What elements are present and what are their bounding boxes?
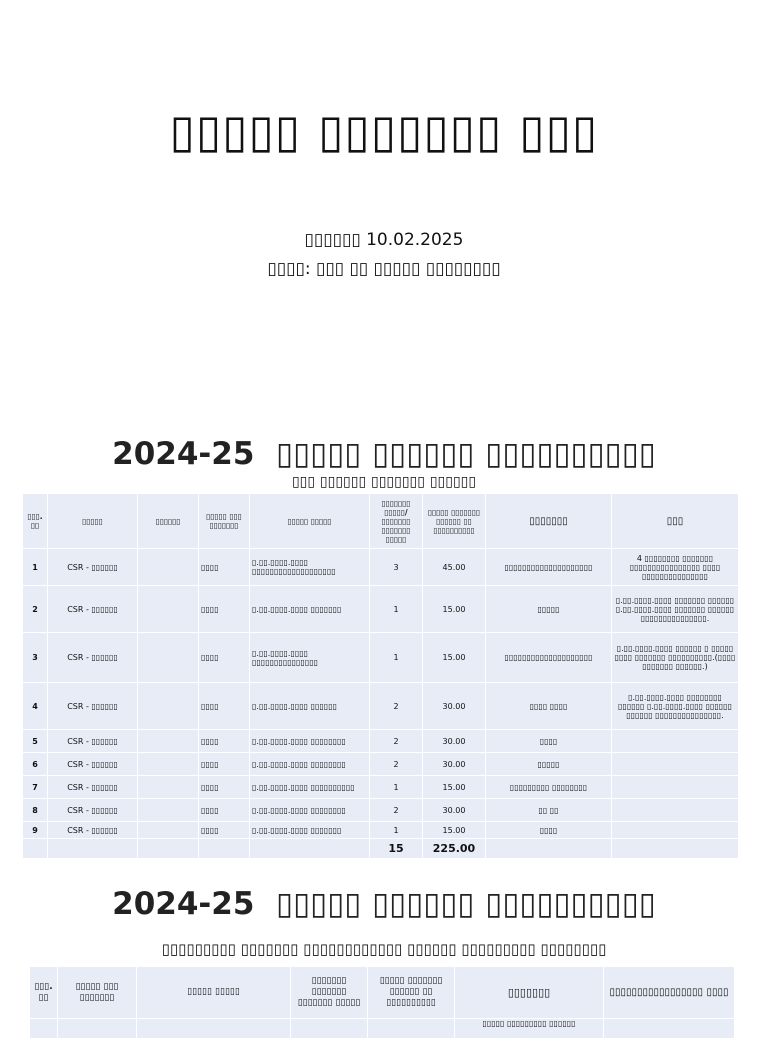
col-header: ▯▯▯▯▯▯▯ ▯▯▯▯▯/ ▯▯▯▯▯▯▯ ▯▯▯▯▯▯▯ ▯▯▯▯▯ — [370, 494, 423, 549]
table-cell — [138, 730, 199, 753]
table-cell: ▯▯▯▯ — [199, 799, 250, 822]
table-cell — [23, 839, 48, 859]
col-header: ▯▯▯▯▯ ▯▯▯▯▯▯▯ ▯▯▯▯▯▯ ▯▯ ▯▯▯▯▯▯▯▯▯▯ — [423, 494, 486, 549]
table-cell: ▯.▯▯.▯▯▯▯.▯▯▯▯ ▯▯▯▯▯▯▯ — [250, 822, 370, 839]
table-cell: ▯.▯▯.▯▯▯▯.▯▯▯▯ ▯▯▯▯▯▯ ▯ ▯▯▯▯▯ ▯▯▯▯ ▯▯▯▯▯▯▯ ▯▯▯▯▯▯▯▯▯▯.(▯▯▯▯ ▯▯▯▯▯▯▯ ▯▯▯▯▯▯.) — [612, 633, 739, 683]
table-cell — [612, 839, 739, 859]
col-header: ▯▯▯ — [612, 494, 739, 549]
table-row — [23, 776, 739, 799]
section2-year: 2024-25 — [112, 886, 255, 922]
table-cell: 1 — [370, 776, 423, 799]
table-cell: ▯▯▯▯ — [486, 822, 612, 839]
table-cell — [48, 839, 138, 859]
table-cell: ▯▯▯▯▯▯▯▯▯▯▯▯▯▯▯▯▯▯▯▯ — [486, 549, 612, 586]
date-value: 10.02.2025 — [366, 230, 464, 250]
table-cell: ▯.▯▯.▯▯▯▯.▯▯▯▯ ▯▯▯▯▯▯▯ ▯▯▯▯▯▯ ▯.▯▯.▯▯▯▯.▯▯▯▯ ▯▯▯▯▯▯▯ ▯▯▯▯▯▯ ▯▯▯▯▯▯▯▯▯▯▯▯▯▯▯. — [612, 586, 739, 633]
table-cell: ▯.▯▯.▯▯▯▯.▯▯▯▯ ▯▯▯▯▯▯▯▯▯▯▯▯▯▯▯▯▯▯▯ — [250, 549, 370, 586]
col-header: ▯▯▯▯▯ ▯▯▯▯▯ — [137, 967, 291, 1019]
col-header: ▯▯▯. ▯▯ — [23, 494, 48, 549]
table-cell: 7 — [23, 776, 48, 799]
table-cell — [138, 586, 199, 633]
table-cell: 2 — [370, 683, 423, 730]
table-cell — [612, 822, 739, 839]
table-cell: CSR - ▯▯▯▯▯▯ — [48, 730, 138, 753]
table-cell — [612, 753, 739, 776]
table-row — [23, 799, 739, 822]
table-cell: ▯.▯▯.▯▯▯▯.▯▯▯▯ ▯▯▯▯▯▯▯▯ ▯▯▯▯▯▯ ▯.▯▯.▯▯▯▯.▯▯▯▯ ▯▯▯▯▯▯ ▯▯▯▯▯▯ ▯▯▯▯▯▯▯▯▯▯▯▯▯▯▯. — [612, 683, 739, 730]
table-row — [30, 1019, 735, 1039]
table-cell: 30.00 — [423, 799, 486, 822]
title-slide — [0, 0, 768, 420]
table-row — [23, 683, 739, 730]
col-header: ▯▯▯▯▯▯▯▯▯▯▯▯▯▯▯▯▯ ▯▯▯▯ — [604, 967, 735, 1019]
table-cell: 2 — [370, 799, 423, 822]
table-cell: ▯▯▯▯▯ — [486, 753, 612, 776]
table-cell — [137, 1019, 291, 1039]
table-cell: 1 — [23, 549, 48, 586]
table-cell: ▯.▯▯.▯▯▯▯.▯▯▯▯ ▯▯▯▯▯▯▯▯▯▯▯▯▯▯▯ — [250, 633, 370, 683]
section2-subtitle: ▯▯▯▯▯▯▯▯▯ ▯▯▯▯▯▯▯ ▯▯▯▯▯▯▯▯▯▯▯▯ ▯▯▯▯▯▯ ▯▯▯▯▯▯▯▯▯ ▯▯▯▯▯▯▯▯ — [161, 940, 607, 958]
section1-year: 2024-25 — [112, 436, 255, 472]
table2-header-row — [30, 967, 735, 1019]
place-label: ▯▯▯▯: — [267, 259, 311, 279]
col-header: ▯▯▯▯▯▯▯ — [455, 967, 604, 1019]
table-cell: ▯.▯▯.▯▯▯▯.▯▯▯▯ ▯▯▯▯▯▯▯▯ — [250, 799, 370, 822]
col-header: ▯▯▯▯▯▯▯ ▯▯▯▯▯▯▯ ▯▯▯▯▯▯▯ ▯▯▯▯▯ — [291, 967, 368, 1019]
table-cell: CSR - ▯▯▯▯▯▯ — [48, 586, 138, 633]
col-header: ▯▯▯▯▯ ▯▯▯ ▯▯▯▯▯▯▯ — [199, 494, 250, 549]
table-cell: ▯▯▯▯ — [199, 549, 250, 586]
table-cell: 15.00 — [423, 633, 486, 683]
table-cell: ▯▯▯▯▯ — [486, 586, 612, 633]
table-row — [23, 730, 739, 753]
table-cell: ▯.▯▯.▯▯▯▯.▯▯▯▯ ▯▯▯▯▯▯▯ — [250, 586, 370, 633]
table-cell: 8 — [23, 799, 48, 822]
table-cell: ▯▯▯▯ — [486, 730, 612, 753]
table-cell — [291, 1019, 368, 1039]
table-cell — [368, 1019, 455, 1039]
table-row — [23, 586, 739, 633]
beneficiary-table-2 — [29, 966, 735, 1039]
col-header: ▯▯▯▯▯▯▯ — [486, 494, 612, 549]
table-row — [23, 753, 739, 776]
table-cell — [138, 822, 199, 839]
table-cell: 15.00 — [423, 776, 486, 799]
section2-title — [0, 886, 768, 922]
section1-subtitle: ▯▯▯ ▯▯▯▯▯▯ ▯▯▯▯▯▯▯ ▯▯▯▯▯▯ — [291, 474, 477, 490]
table-cell — [612, 776, 739, 799]
section2-heading: ▯▯▯▯▯ ▯▯▯▯▯▯ ▯▯▯▯▯▯▯▯▯▯ — [276, 886, 656, 922]
table-cell: ▯.▯▯.▯▯▯▯.▯▯▯▯ ▯▯▯▯▯▯▯▯ — [250, 753, 370, 776]
table-cell: 30.00 — [423, 730, 486, 753]
main-title: ▯▯▯▯▯ ▯▯▯▯▯▯▯ ▯▯▯ — [169, 104, 599, 158]
table-cell: ▯▯▯▯▯ ▯▯▯▯▯▯▯▯▯ ▯▯▯▯▯▯ — [455, 1019, 604, 1039]
table-cell: 2 — [370, 753, 423, 776]
place-value: ▯▯▯ ▯▯ ▯▯▯▯▯ ▯▯▯▯▯▯▯▯ — [315, 259, 501, 279]
table-cell: ▯▯▯▯ — [199, 586, 250, 633]
table-cell: ▯▯▯▯ — [199, 633, 250, 683]
table-cell: 15.00 — [423, 822, 486, 839]
col-header: ▯▯▯▯▯ ▯▯▯▯▯ — [250, 494, 370, 549]
table-cell — [612, 799, 739, 822]
table-cell — [138, 799, 199, 822]
table-cell — [30, 1019, 58, 1039]
table-cell: ▯▯▯▯ — [199, 683, 250, 730]
table-cell: 2 — [370, 730, 423, 753]
table-cell — [604, 1019, 735, 1039]
meeting-place — [0, 259, 768, 279]
section1-heading: ▯▯▯▯▯ ▯▯▯▯▯▯ ▯▯▯▯▯▯▯▯▯▯ — [276, 436, 656, 472]
table-header-row — [23, 494, 739, 549]
table-cell: CSR - ▯▯▯▯▯▯ — [48, 549, 138, 586]
table-cell: 6 — [23, 753, 48, 776]
table-cell: CSR - ▯▯▯▯▯▯ — [48, 683, 138, 730]
table-cell — [612, 730, 739, 753]
col-header: ▯▯▯▯▯▯ — [138, 494, 199, 549]
total-count: 15 — [370, 839, 423, 859]
table-cell: 4 ▯▯▯▯▯▯▯▯ ▯▯▯▯▯▯▯ ▯▯▯▯▯▯▯▯▯▯▯▯▯▯▯▯ ▯▯▯▯ ▯▯▯▯▯▯▯▯▯▯▯▯▯▯▯ — [612, 549, 739, 586]
table-cell: 1 — [370, 822, 423, 839]
table-cell: 1 — [370, 586, 423, 633]
table-cell: CSR - ▯▯▯▯▯▯ — [48, 753, 138, 776]
table-cell: 15.00 — [423, 586, 486, 633]
table-cell — [138, 683, 199, 730]
beneficiary-table — [22, 493, 739, 859]
table-row — [23, 633, 739, 683]
table-cell: 45.00 — [423, 549, 486, 586]
table-cell: CSR - ▯▯▯▯▯▯ — [48, 776, 138, 799]
table-cell: 30.00 — [423, 683, 486, 730]
col-header: ▯▯▯▯▯ ▯▯▯▯▯▯▯ ▯▯▯▯▯▯ ▯▯ ▯▯▯▯▯▯▯▯▯▯ — [368, 967, 455, 1019]
table-cell: 3 — [370, 549, 423, 586]
table-cell: 3 — [23, 633, 48, 683]
meeting-date — [0, 230, 768, 250]
table-cell: ▯▯▯▯ — [199, 753, 250, 776]
col-header: ▯▯▯. ▯▯ — [30, 967, 58, 1019]
table-cell — [138, 839, 199, 859]
table-cell: ▯▯▯▯▯▯▯▯▯▯▯▯▯▯▯▯▯▯▯▯ — [486, 633, 612, 683]
table-cell: ▯▯▯▯▯▯▯▯▯ ▯▯▯▯▯▯▯▯ — [486, 776, 612, 799]
table-cell — [486, 839, 612, 859]
date-label: ▯▯▯▯▯▯ — [304, 230, 361, 250]
table-cell — [138, 549, 199, 586]
table-cell: ▯.▯▯.▯▯▯▯.▯▯▯▯ ▯▯▯▯▯▯▯▯▯▯ — [250, 776, 370, 799]
table-cell: CSR - ▯▯▯▯▯▯ — [48, 822, 138, 839]
table-cell: 1 — [370, 633, 423, 683]
section1-title — [0, 436, 768, 472]
table-row — [23, 822, 739, 839]
table-cell — [58, 1019, 137, 1039]
table-cell: 9 — [23, 822, 48, 839]
total-amount: 225.00 — [423, 839, 486, 859]
table-cell: 4 — [23, 683, 48, 730]
table-cell: CSR - ▯▯▯▯▯▯ — [48, 799, 138, 822]
table-cell — [138, 633, 199, 683]
table-cell — [138, 776, 199, 799]
table-cell: 5 — [23, 730, 48, 753]
table-cell: 2 — [23, 586, 48, 633]
table-cell: CSR - ▯▯▯▯▯▯ — [48, 633, 138, 683]
col-header: ▯▯▯▯▯ ▯▯▯ ▯▯▯▯▯▯▯ — [58, 967, 137, 1019]
table-cell: ▯▯▯▯ ▯▯▯▯ — [486, 683, 612, 730]
table-cell: ▯.▯▯.▯▯▯▯.▯▯▯▯ ▯▯▯▯▯▯ — [250, 683, 370, 730]
table-cell: ▯▯ ▯▯ — [486, 799, 612, 822]
total-row — [23, 839, 739, 859]
table-cell: ▯▯▯▯ — [199, 776, 250, 799]
table-cell: 30.00 — [423, 753, 486, 776]
table-cell: ▯▯▯▯ — [199, 822, 250, 839]
table-row — [23, 549, 739, 586]
table-cell — [250, 839, 370, 859]
col-header: ▯▯▯▯▯ — [48, 494, 138, 549]
table-cell: ▯.▯▯.▯▯▯▯.▯▯▯▯ ▯▯▯▯▯▯▯▯ — [250, 730, 370, 753]
table-cell — [199, 839, 250, 859]
table-cell: ▯▯▯▯ — [199, 730, 250, 753]
table-cell — [138, 753, 199, 776]
